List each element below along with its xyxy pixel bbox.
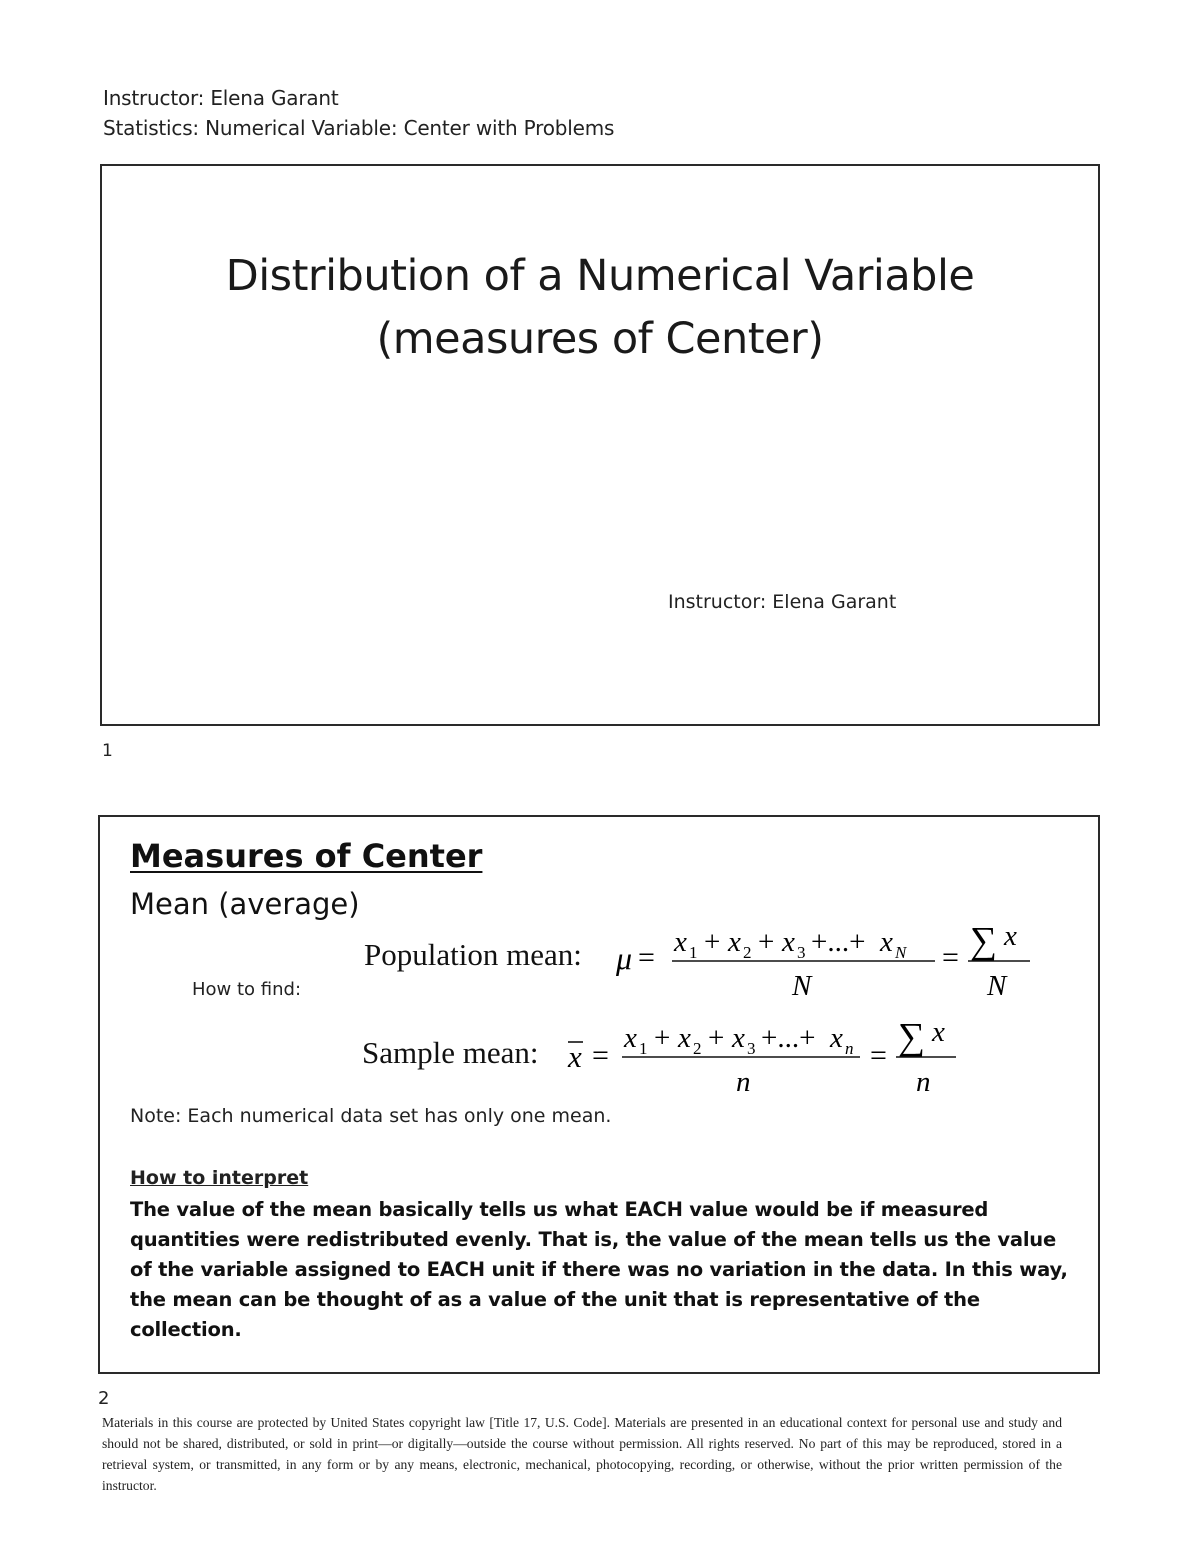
interpret-heading: How to interpret bbox=[130, 1167, 309, 1189]
population-mean-formula bbox=[612, 913, 1042, 1003]
svg-text:x: x bbox=[568, 1039, 582, 1074]
slide-1-title: Distribution of a Numerical Variable bbox=[225, 251, 975, 301]
svg-text:1: 1 bbox=[639, 1039, 648, 1058]
svg-text:2: 2 bbox=[693, 1039, 702, 1058]
slide-2-subtitle: Mean (average) bbox=[130, 887, 360, 921]
slide-1-subtitle: (measures of Center) bbox=[376, 314, 824, 364]
svg-text:n: n bbox=[736, 1066, 751, 1098]
slide-2-page-number: 2 bbox=[98, 1388, 110, 1409]
interpret-paragraph: The value of the mean basically tells us what EACH value would be if measured quantities were redistributed evenly. That is, the value of the mean tells us the value of the variable assigned to EACH unit if there was no variation in the data. In this way, the mean can be thought of as a value of the unit that is representative of the collection. bbox=[130, 1198, 1068, 1341]
header-instructor: Instructor: Elena Garant bbox=[103, 86, 339, 110]
svg-text:n: n bbox=[845, 1039, 854, 1058]
slide-1 bbox=[100, 164, 1100, 726]
svg-text:x: x bbox=[732, 1022, 745, 1054]
svg-text:N: N bbox=[895, 943, 907, 962]
svg-text:+: + bbox=[708, 1022, 725, 1054]
svg-text:x: x bbox=[678, 1022, 691, 1054]
svg-text:x: x bbox=[932, 1016, 945, 1048]
svg-text:1: 1 bbox=[689, 943, 698, 962]
sample-mean-label: Sample mean: bbox=[362, 1035, 539, 1070]
svg-text:x: x bbox=[728, 926, 741, 958]
header-course-title: Statistics: Numerical Variable: Center with Problems bbox=[103, 116, 615, 140]
svg-text:x: x bbox=[782, 926, 795, 958]
svg-text:+: + bbox=[654, 1022, 671, 1054]
svg-text:=: = bbox=[942, 941, 959, 974]
svg-text:=: = bbox=[592, 1039, 609, 1072]
svg-text:=: = bbox=[638, 941, 655, 974]
svg-text:x: x bbox=[880, 926, 893, 958]
how-to-find-label: How to find: bbox=[192, 979, 302, 1000]
svg-text:3: 3 bbox=[797, 943, 806, 962]
svg-text:∑: ∑ bbox=[970, 920, 998, 962]
svg-text:+...+: +...+ bbox=[811, 926, 866, 958]
svg-text:3: 3 bbox=[747, 1039, 756, 1058]
svg-text:n: n bbox=[916, 1066, 931, 1098]
svg-text:N: N bbox=[792, 970, 812, 1002]
svg-text:x: x bbox=[1004, 920, 1017, 952]
svg-text:+: + bbox=[758, 926, 775, 958]
sample-mean-formula bbox=[564, 1009, 984, 1099]
copyright-notice: Materials in this course are protected by United States copyright law [Title 17, U.S. Code]. Materials are presented in an educational context for personal use and study and should not be shared, distributed, or sold in print—or digitally—outside the course without permission. All rights reserved. No part of this may be reproduced, stored in a retrieval system, or transmitted, in any form or by any means, electronic, mechanical, photocopying, recording, or otherwise, without the prior written permission of the instructor. bbox=[102, 1415, 1062, 1493]
mean-note: Note: Each numerical data set has only one mean. bbox=[130, 1105, 612, 1127]
svg-text:+: + bbox=[704, 926, 721, 958]
svg-text:x: x bbox=[674, 926, 687, 958]
population-mean-label: Population mean: bbox=[364, 937, 582, 972]
svg-text:x: x bbox=[624, 1022, 637, 1054]
svg-text:μ: μ bbox=[616, 940, 633, 976]
svg-text:∑: ∑ bbox=[898, 1016, 926, 1058]
svg-text:N: N bbox=[987, 970, 1007, 1002]
svg-text:x: x bbox=[830, 1022, 843, 1054]
slide-2-title: Measures of Center bbox=[130, 837, 483, 875]
slide-2 bbox=[98, 815, 1100, 1374]
slide-1-instructor: Instructor: Elena Garant bbox=[668, 591, 897, 613]
slide-1-page-number: 1 bbox=[102, 741, 113, 761]
svg-text:2: 2 bbox=[743, 943, 752, 962]
svg-text:+...+: +...+ bbox=[761, 1022, 816, 1054]
svg-text:=: = bbox=[870, 1039, 887, 1072]
